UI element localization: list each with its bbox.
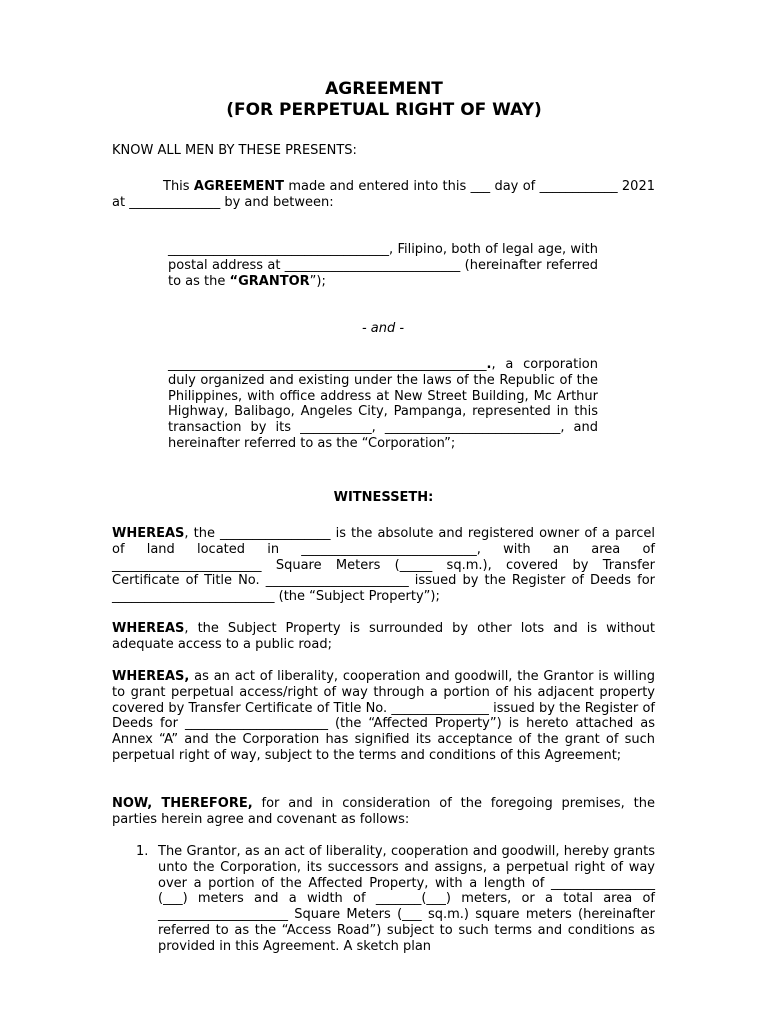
corporation-paragraph: _________________________________________________., a corporation duly organized and existing under the laws of the Republic of the Philippines, with office address at New Street Building, Mc Arthur Highway, Balibago, Angeles City, Pampanga, represented in this transaction by its ___________, ___________________________, and hereinafter referred to as the “Corporation”; [168, 357, 598, 451]
grantor-bold: “GRANTOR [229, 273, 310, 289]
and-separator: - and - [361, 321, 405, 336]
whereas-paragraph-3: WHEREAS, as an act of liberality, cooperation and goodwill, the Grantor is willing to grant perpetual access/right of way through a portion of his adjacent property covered by Transfer Certificate of Title No. _______________ issued by the Register of Deeds for ______________________ (the “Affected Property”) is hereto attached as Annex “A” and the Corporation has signified its acceptance of the grant of such perpetual right of way, subject to the terms and conditions of this Agreement; [112, 669, 655, 763]
intro-paragraph: This AGREEMENT made and entered into this ___ day of ____________ 2021 at ______________ by and between: [112, 179, 655, 210]
whereas-paragraph-1: WHEREAS, the _________________ is the absolute and registered owner of a parcel of land located in ___________________________, with an area of _______________________ Square Meters (_____ sq.m.), covered by Transfer Certificate of Title No. ______________________ issued by the Register of Deeds for _________________________ (the “Subject Property”); [112, 526, 655, 605]
now-therefore-paragraph: NOW, THEREFORE, for and in consideration of the foregoing premises, the parties herein agree and covenant as follows: [112, 796, 655, 827]
witnesseth-heading: WITNESSETH: [333, 490, 434, 505]
whereas-paragraph-2: WHEREAS, the Subject Property is surrounded by other lots and is without adequate access to a public road; [112, 621, 655, 652]
agreement-bold: AGREEMENT [193, 179, 284, 194]
item-1-paragraph: The Grantor, as an act of liberality, cooperation and goodwill, hereby grants unto the Corporation, its successors and assigns, a perpetual right of way over a portion of the Affected Property, with a length of ________________ (___) meters and a width of _______(___) meters, or a total area of ____________________ Square Meters (___ sq.m.) square meters (hereinafter referred to as the “Access Road”) subject to such terms and conditions as provided in this Agreement. A sketch plan [158, 844, 655, 954]
title-line-1: AGREEMENT [325, 79, 443, 99]
title-line-2: (FOR PERPETUAL RIGHT OF WAY) [226, 100, 542, 120]
item-number: 1. [136, 844, 149, 859]
know-all-heading: KNOW ALL MEN BY THESE PRESENTS: [112, 143, 357, 158]
grantor-paragraph: __________________________________, Filipino, both of legal age, with postal address at ___________________________ (hereinafter referred to as the “GRANTOR”); [168, 242, 598, 289]
